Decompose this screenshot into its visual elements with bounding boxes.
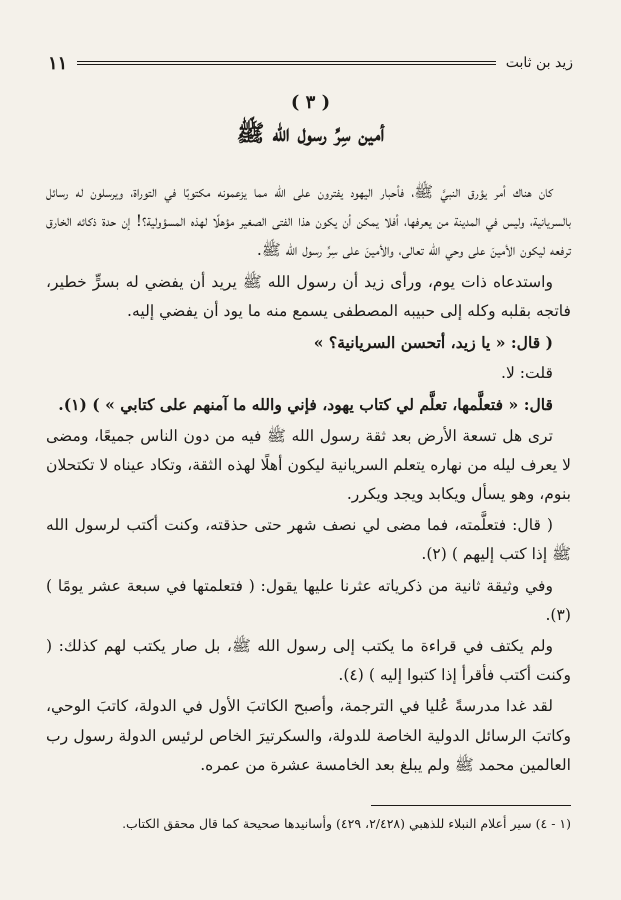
chapter-number: ( ٣ )	[290, 92, 331, 113]
paragraph: لقد غدا مدرسةً عُليا في الترجمة، وأصبح الكاتبَ الأول في الدولة، كاتبَ الوحي، وكاتبَ الرسائل الدولية الخاصة للدولة، والسكرتيرَ الخاص لرئيس الدولة رسول رب العالمين محمد ﷺ ولم يبلغ بعد الخامسة عشرة من عمره.	[46, 697, 571, 774]
paragraph: وفي وثيقة ثانية من ذكرياته عثرنا عليها يقول: ( فتعلمتها في سبعة عشر يومًا ) (٣).	[46, 576, 571, 624]
paragraph: قلت: لا.	[501, 364, 553, 383]
page-header	[48, 52, 573, 74]
quote-paragraph: ( قال: فتعلَّمته، فما مضى لي نصف شهر حتى حذقته، وكنت أكتب لرسول الله ﷺ إذا كتب إليهم ) (٢).	[46, 516, 571, 564]
footnote-rule	[371, 805, 571, 806]
footnote: (١ - ٤) سير أعلام النبلاء للذهبي (٢/٤٢٨، ٤٢٩) وأسانيدها صحيحة كما قال محقق الكتاب.	[122, 816, 571, 831]
paragraph: ولم يكتف في قراءة ما يكتب إلى رسول الله ﷺ، بل صار يكتب لهم كذلك: ( وكنت أكتب فأقرأ إذا كتبوا إليه ) (٤).	[46, 637, 571, 685]
paragraph: واستدعاه ذات يوم، ورأى زيد أن رسول الله ﷺ يريد أن يفضي له بسرٍّ خطير، فاتجه بقلبه وكله إلى حبيبه المصطفى يسمع منه ما يود أن يفضي إليه.	[46, 272, 571, 320]
paragraph: كان هناك أمر يؤرق النبيَّ ﷺ، فأحبار اليهود يفترون على الله مما يزعمونه مكتوبًا في التوراة، ويرسلون له رسائل بالسريانية، وليس في المدينة من يعرفها، أفلا يمكن أن يكون هذا الفتى الصغير مؤهلًا لهذه المسؤولية؟! إن حدة ذكائه الخارق ترفعه ليكون الأمينَ على وحي الله تعالى، والأمينَ على سِرِّ رسول الله ﷺ.	[46, 183, 571, 260]
quote-paragraph: ( قال: « يا زيد، أتحسن السريانية؟ »	[313, 333, 553, 353]
running-title: زيد بن ثابت	[505, 55, 573, 71]
body-text	[46, 178, 571, 782]
quote-paragraph: قال: « فتعلَّمها، تعلَّم لي كتاب يهود، فإني والله ما آمنهم على كتابي » ) (١).	[58, 395, 553, 415]
paragraph: ترى هل تسعة الأرض بعد ثقة رسول الله ﷺ فيه من دون الناس جميعًا، ومضى لا يعرف ليله من نهاره يتعلم السريانية ليكون أهلًا لهذه الثقة، وتكاد عيناه لا تكتحلان بنوم، وهو يسأل ويكابد ويجد ويكرر.	[46, 426, 571, 504]
chapter-heading	[0, 92, 621, 153]
header-rule	[77, 61, 495, 65]
chapter-title: أمين سِرِّ رسول الله ﷺ	[236, 120, 385, 147]
page-number: ١١	[48, 52, 68, 74]
